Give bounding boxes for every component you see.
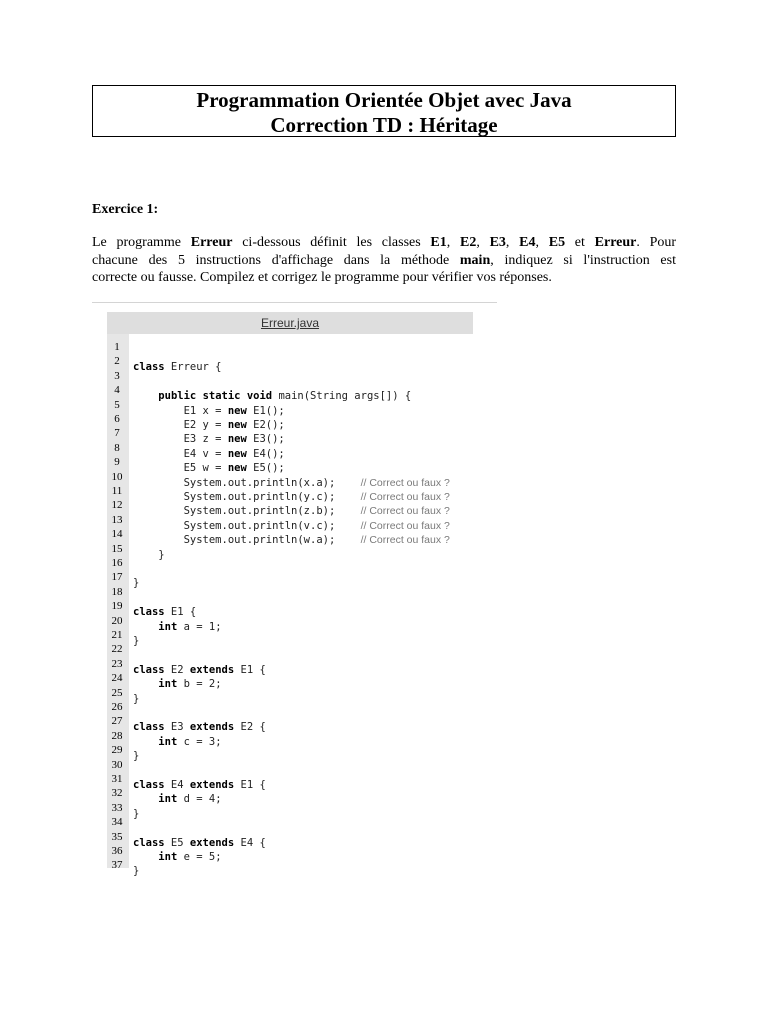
code-keyword: int bbox=[158, 620, 178, 633]
code-line bbox=[133, 404, 285, 418]
code-token: E3(); bbox=[246, 433, 285, 446]
intro-line bbox=[92, 234, 676, 252]
line-number: 2 bbox=[114, 355, 120, 368]
code-line bbox=[133, 389, 411, 403]
code-token: System.out.println(x.a); bbox=[133, 476, 361, 489]
code-keyword: class bbox=[133, 663, 165, 676]
code-token: E1 x = bbox=[133, 404, 228, 417]
code-keyword: static bbox=[202, 390, 241, 403]
code-comment: // Correct ou faux ? bbox=[360, 534, 450, 547]
code-line bbox=[133, 418, 285, 432]
line-number: 25 bbox=[111, 686, 123, 699]
code-token: E1 { bbox=[234, 779, 266, 791]
code-token: } bbox=[133, 692, 140, 705]
line-number: 32 bbox=[111, 787, 123, 800]
line-number: 15 bbox=[111, 542, 123, 555]
code-comment: // Correct ou faux ? bbox=[360, 505, 450, 518]
line-number: 21 bbox=[111, 629, 123, 641]
code-line bbox=[133, 461, 285, 475]
line-number: 29 bbox=[111, 744, 123, 757]
code-token: main(String args[]) { bbox=[272, 390, 412, 403]
line-number: 26 bbox=[111, 701, 123, 713]
line-number: 35 bbox=[111, 830, 123, 843]
code-line bbox=[133, 864, 139, 878]
code-line bbox=[133, 792, 222, 806]
line-number: 8 bbox=[114, 441, 120, 454]
intro-text: et bbox=[565, 235, 595, 250]
code-comment: // Correct ou faux ? bbox=[360, 519, 450, 532]
code-keyword: class bbox=[133, 606, 165, 619]
code-token: E1 { bbox=[164, 606, 197, 619]
code-keyword: class bbox=[133, 361, 165, 374]
code-line bbox=[133, 504, 450, 518]
line-number: 4 bbox=[114, 384, 120, 397]
code-token: } bbox=[133, 807, 140, 820]
line-number: 24 bbox=[111, 672, 123, 685]
code-token bbox=[133, 793, 158, 805]
code-token: E4 v = bbox=[133, 447, 228, 460]
code-token: e = 5; bbox=[177, 851, 222, 863]
code-line bbox=[133, 490, 450, 504]
code-keyword: int bbox=[158, 678, 178, 691]
code-token: E3 z = bbox=[133, 433, 228, 446]
section-divider bbox=[92, 302, 497, 303]
line-number: 30 bbox=[111, 758, 123, 771]
code-token: E4(); bbox=[246, 447, 285, 460]
intro-emphasis: Erreur bbox=[190, 235, 233, 250]
line-number: 9 bbox=[114, 456, 120, 469]
intro-emphasis: Erreur bbox=[594, 235, 637, 250]
code-token: E2(); bbox=[246, 419, 285, 431]
intro-text: chacune des 5 instructions d'affichage dans la méthode bbox=[92, 252, 460, 268]
code-keyword: public bbox=[158, 390, 197, 403]
intro-text: , bbox=[476, 235, 490, 250]
code-keyword: extends bbox=[189, 663, 235, 676]
code-keyword: void bbox=[246, 390, 273, 403]
line-number: 36 bbox=[111, 845, 123, 857]
code-token: a = 1; bbox=[177, 620, 222, 633]
code-token: b = 2; bbox=[177, 678, 222, 691]
intro-emphasis: E4 bbox=[519, 235, 536, 250]
code-token: c = 3; bbox=[177, 735, 222, 748]
intro-line bbox=[92, 252, 676, 270]
exercise-heading: Exercice 1: bbox=[92, 202, 159, 217]
code-line bbox=[133, 692, 139, 706]
intro-emphasis: main bbox=[459, 252, 491, 268]
code-line bbox=[133, 533, 450, 547]
code-line bbox=[133, 677, 222, 691]
code-token: E5 w = bbox=[133, 462, 228, 475]
code-token bbox=[133, 678, 158, 690]
code-line bbox=[133, 620, 222, 634]
intro-emphasis: E2 bbox=[460, 235, 477, 250]
exercise-intro-paragraph bbox=[92, 234, 676, 287]
code-token: E3 bbox=[164, 721, 190, 734]
line-number: 33 bbox=[111, 801, 123, 814]
line-number: 18 bbox=[111, 585, 123, 598]
code-token: E2 y = bbox=[133, 419, 228, 431]
code-token bbox=[133, 851, 158, 863]
line-number: 28 bbox=[111, 729, 123, 742]
code-line bbox=[133, 605, 196, 619]
code-line bbox=[133, 634, 139, 648]
code-keyword: class bbox=[133, 721, 165, 734]
document-title: Programmation Orientée Objet avec Java bbox=[196, 88, 572, 112]
code-line bbox=[133, 519, 450, 533]
code-listing bbox=[107, 312, 473, 878]
code-token: E5 bbox=[164, 836, 190, 849]
code-keyword: int bbox=[158, 851, 178, 863]
line-number: 10 bbox=[111, 470, 123, 483]
line-number: 31 bbox=[111, 773, 123, 785]
document-subtitle: Correction TD : Héritage bbox=[270, 113, 498, 137]
code-line bbox=[133, 447, 285, 461]
code-keyword: class bbox=[133, 836, 165, 849]
code-line bbox=[133, 720, 266, 734]
code-token: System.out.println(w.a); bbox=[133, 534, 361, 547]
line-number: 6 bbox=[114, 413, 120, 425]
line-number: 37 bbox=[111, 859, 123, 872]
code-line bbox=[133, 836, 266, 850]
code-line bbox=[133, 548, 165, 562]
line-number: 22 bbox=[111, 643, 123, 656]
line-number: 11 bbox=[111, 485, 123, 497]
code-keyword: class bbox=[133, 779, 165, 791]
intro-emphasis: E5 bbox=[548, 235, 566, 250]
code-keyword: new bbox=[227, 404, 247, 417]
line-number: 27 bbox=[111, 715, 123, 728]
code-token: E2 bbox=[164, 663, 190, 676]
code-token: E1 { bbox=[234, 663, 266, 676]
code-comment: // Correct ou faux ? bbox=[360, 491, 450, 503]
line-number: 19 bbox=[111, 600, 123, 613]
code-token: } bbox=[133, 548, 165, 561]
line-number: 34 bbox=[111, 816, 123, 829]
code-keyword: new bbox=[227, 447, 247, 460]
line-number: 5 bbox=[114, 398, 120, 411]
line-number: 23 bbox=[111, 657, 123, 670]
code-token: Erreur { bbox=[164, 361, 222, 374]
intro-emphasis: E3 bbox=[489, 235, 506, 250]
code-line bbox=[133, 735, 222, 749]
code-keyword: extends bbox=[189, 779, 235, 791]
line-number: 20 bbox=[111, 614, 123, 627]
line-number: 14 bbox=[111, 528, 123, 541]
code-token: E4 bbox=[164, 779, 190, 791]
code-token: } bbox=[133, 577, 140, 590]
code-token: E2 { bbox=[234, 721, 266, 734]
code-line bbox=[133, 432, 285, 446]
line-number: 13 bbox=[111, 513, 123, 526]
line-number: 7 bbox=[114, 427, 120, 440]
intro-text: , indiquez si l'instruction est bbox=[490, 252, 676, 268]
line-number: 3 bbox=[114, 369, 120, 382]
line-number: 17 bbox=[111, 571, 123, 584]
intro-text: , bbox=[535, 235, 549, 250]
intro-text: , bbox=[446, 235, 460, 250]
code-token bbox=[133, 736, 158, 748]
intro-emphasis: E1 bbox=[430, 235, 447, 250]
code-token bbox=[133, 621, 158, 633]
code-token: } bbox=[133, 635, 140, 647]
code-token: } bbox=[133, 750, 140, 763]
code-line bbox=[133, 576, 139, 590]
code-token: E5(); bbox=[246, 462, 285, 475]
code-token: d = 4; bbox=[177, 793, 222, 806]
code-keyword: new bbox=[227, 419, 247, 431]
code-comment: // Correct ou faux ? bbox=[360, 476, 450, 489]
line-number: 12 bbox=[111, 499, 123, 512]
intro-text: , bbox=[505, 235, 520, 250]
intro-text: ci-dessous définit les classes bbox=[232, 235, 431, 250]
code-token: System.out.println(v.c); bbox=[133, 519, 361, 532]
intro-text: correcte ou fausse. Compilez et corrigez le programme pour vérifier vos réponses. bbox=[92, 270, 552, 285]
code-token: System.out.println(y.c); bbox=[133, 491, 361, 503]
code-token: } bbox=[133, 865, 140, 878]
code-keyword: int bbox=[158, 793, 178, 806]
intro-text: Le programme bbox=[92, 235, 191, 250]
code-token bbox=[133, 390, 158, 402]
document-title-box bbox=[92, 85, 676, 137]
code-line bbox=[133, 360, 222, 374]
code-keyword: extends bbox=[189, 836, 235, 849]
code-file-header bbox=[107, 312, 473, 334]
code-line bbox=[133, 476, 450, 490]
code-token: E1(); bbox=[246, 404, 285, 417]
code-keyword: int bbox=[158, 735, 178, 748]
line-number: 16 bbox=[111, 557, 123, 569]
line-number: 1 bbox=[114, 341, 120, 353]
code-keyword: new bbox=[227, 462, 247, 475]
code-line bbox=[133, 850, 222, 864]
code-line bbox=[133, 807, 139, 821]
code-line bbox=[133, 663, 266, 677]
code-token: System.out.println(z.b); bbox=[133, 505, 361, 518]
line-number-gutter bbox=[107, 334, 129, 872]
intro-text: . Pour bbox=[636, 235, 677, 250]
code-keyword: extends bbox=[189, 721, 235, 734]
code-line bbox=[133, 749, 139, 763]
code-keyword: new bbox=[227, 433, 247, 446]
code-line bbox=[133, 778, 266, 792]
code-filename[interactable]: Erreur.java bbox=[260, 316, 320, 330]
code-token: E4 { bbox=[234, 836, 266, 849]
intro-line bbox=[92, 269, 676, 287]
